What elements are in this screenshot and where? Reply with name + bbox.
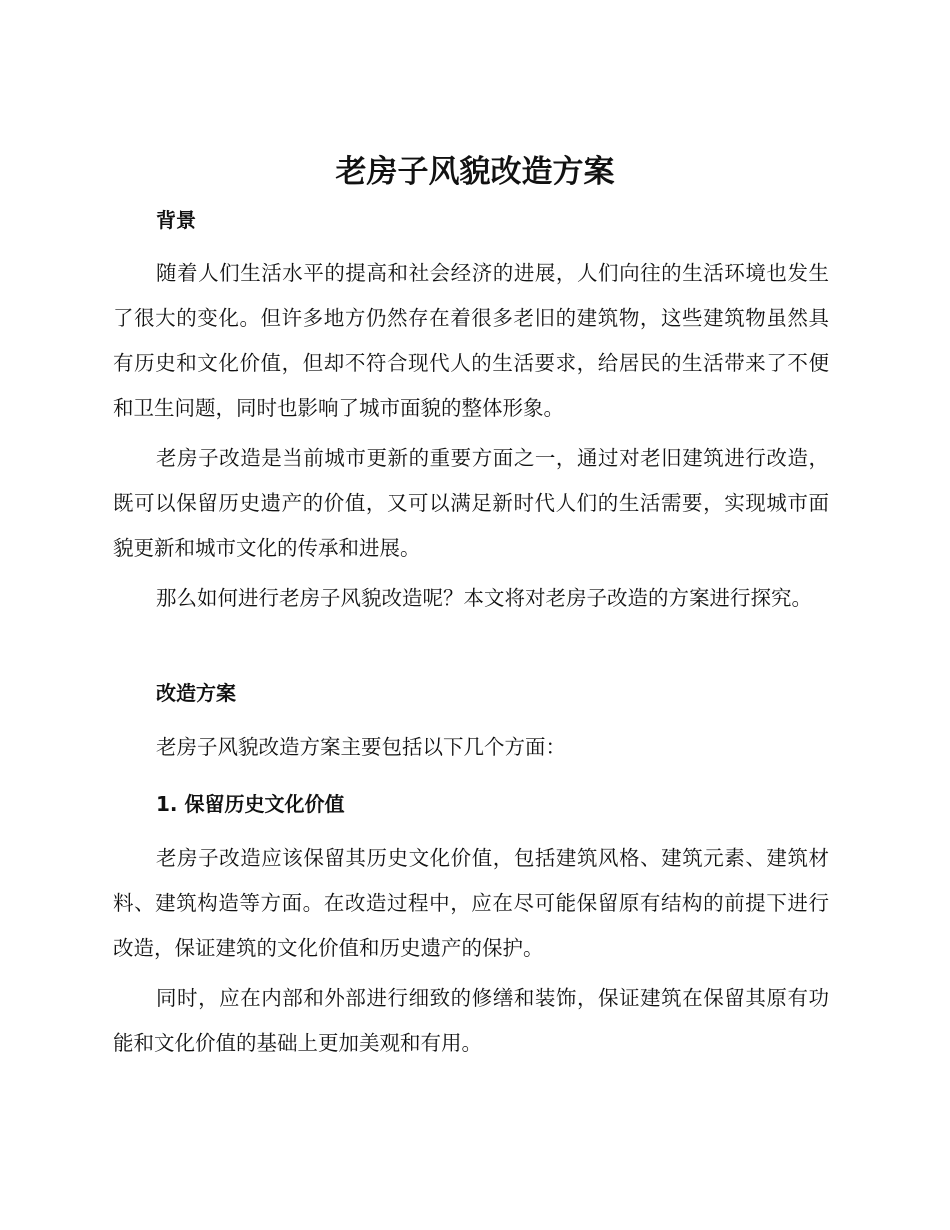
plan-intro-paragraph: 老房子风貌改造方案主要包括以下几个方面： [156, 735, 566, 759]
subsection-heading-preserve-history: 1. 保留历史文化价值 [156, 792, 345, 816]
background-paragraph-3: 那么如何进行老房子风貌改造呢？本文将对老房子改造的方案进行探究。 [156, 586, 812, 610]
section-heading-background: 背景 [156, 208, 196, 232]
background-paragraph-2: 老房子改造是当前城市更新的重要方面之一，通过对老旧建筑进行改造，既可以保留历史遗产的价值，又可以满足新时代人们的生活需要，实现城市面貌更新和城市文化的传承和进展。 [113, 446, 829, 560]
background-paragraph-1: 随着人们生活水平的提高和社会经济的进展，人们向往的生活环境也发生了很大的变化。但许多地方仍然存在着很多老旧的建筑物，这些建筑物虽然具有历史和文化价值，但却不符合现代人的生活要求，给居民的生活带来了不便和卫生问题，同时也影响了城市面貌的整体形象。 [113, 261, 829, 420]
preserve-history-paragraph-1: 老房子改造应该保留其历史文化价值，包括建筑风格、建筑元素、建筑材料、建筑构造等方面。在改造过程中，应在尽可能保留原有结构的前提下进行改造，保证建筑的文化价值和历史遗产的保护。 [113, 846, 829, 960]
document-title: 老房子风貌改造方案 [335, 154, 615, 190]
preserve-history-paragraph-2: 同时，应在内部和外部进行细致的修缮和装饰，保证建筑在保留其原有功能和文化价值的基础上更加美观和有用。 [113, 986, 829, 1055]
section-heading-plan: 改造方案 [156, 681, 236, 705]
